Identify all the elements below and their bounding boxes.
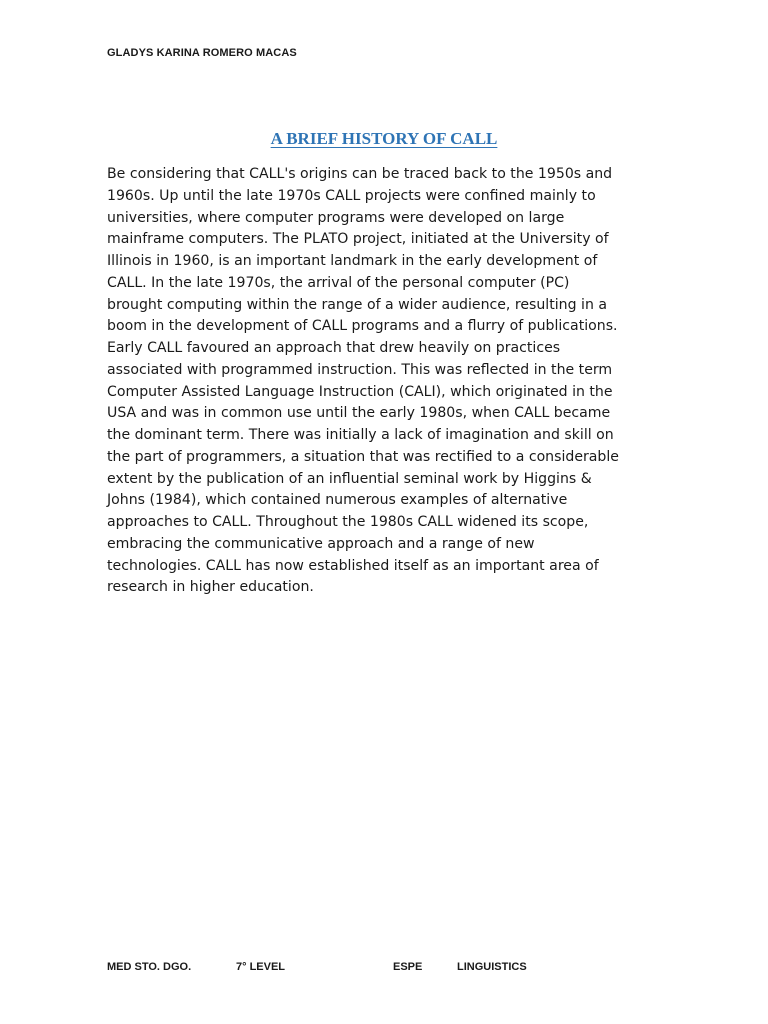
- body-line: brought computing within the range of a wider audience, resulting in a: [107, 296, 607, 313]
- body-line: 1960s. Up until the late 1970s CALL projects were confined mainly to: [107, 187, 596, 204]
- body-line: CALL. In the late 1970s, the arrival of the personal computer (PC): [107, 274, 570, 291]
- body-line: Illinois in 1960, is an important landmark in the early development of: [107, 253, 598, 269]
- body-line: approaches to CALL. Throughout the 1980s CALL widened its scope,: [107, 514, 589, 530]
- body-line: Be considering that CALL's origins can be traced back to the 1950s and: [107, 166, 613, 182]
- body-line: mainframe computers. The PLATO project, initiated at the University of: [107, 231, 609, 248]
- body-line: embracing the communicative approach and a range of new: [107, 535, 535, 552]
- body-line: boom in the development of CALL programs and a flurry of publications.: [107, 318, 618, 335]
- body-line: USA and was in common use until the early 1980s, when CALL became: [107, 405, 611, 422]
- header-author-name: GLADYS KARINA ROMERO MACAS: [107, 47, 297, 59]
- footer-city: MED STO. DGO.: [107, 961, 192, 973]
- body-line: technologies. CALL has now established itself as an important area of: [107, 557, 599, 574]
- body-line: Computer Assisted Language Instruction (CALI), which originated in the: [107, 383, 613, 400]
- footer-institution: ESPE: [393, 961, 423, 973]
- body-line: universities, where computer programs were developed on large: [107, 209, 565, 226]
- body-line: research in higher education.: [107, 579, 314, 596]
- body-line: Johns (1984), which contained numerous examples of alternative: [107, 492, 568, 509]
- footer-subject: LINGUISTICS: [457, 961, 527, 973]
- body-line: extent by the publication of an influential seminal work by Higgins &: [107, 470, 592, 487]
- body-line: associated with programmed instruction. This was reflected in the term: [107, 361, 613, 378]
- body-line: the part of programmers, a situation that was rectified to a considerable: [107, 448, 619, 465]
- body-paragraph: [107, 164, 667, 599]
- document-title: A BRIEF HISTORY OF CALL: [270, 129, 498, 148]
- body-line: Early CALL favoured an approach that drew heavily on practices: [107, 340, 561, 356]
- footer-level: 7° LEVEL: [236, 961, 286, 973]
- body-line: the dominant term. There was initially a lack of imagination and skill on: [107, 427, 614, 443]
